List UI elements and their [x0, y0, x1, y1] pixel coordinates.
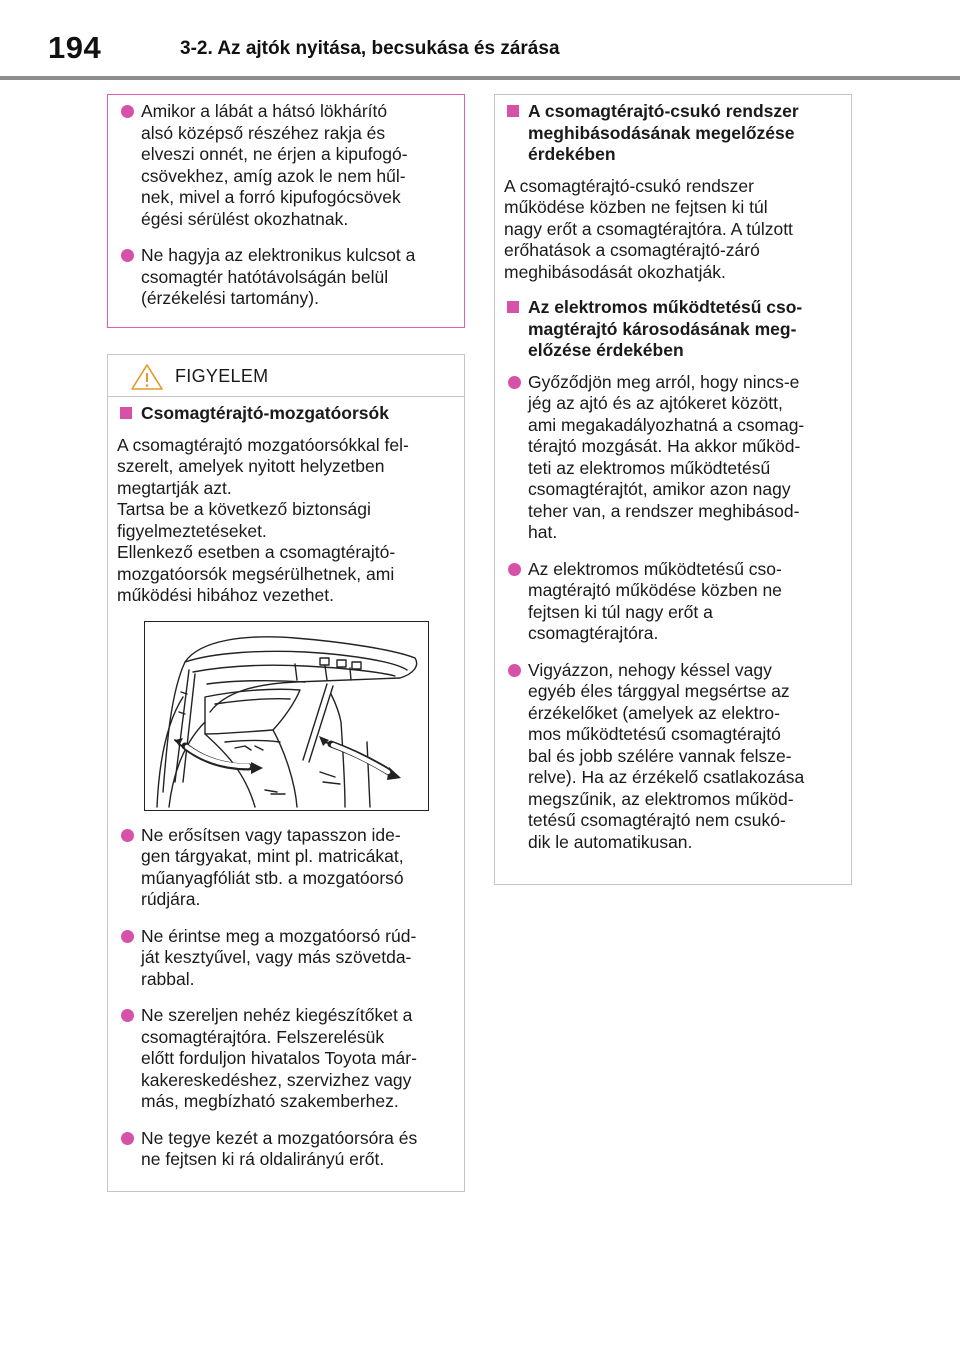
warning-label: FIGYELEM [175, 366, 269, 386]
list-item: Az elektromos működtetésű cso- magtérajtó működése közben ne fejtsen ki túl nagy erőt a csomagtérajtóra. [504, 559, 835, 645]
warning-header [108, 355, 464, 397]
notice-heading: A csomagtérajtó-csukó rendszer meghibásodásának megelőzése érdekében [504, 101, 835, 166]
notice-paragraph: A csomagtérajtó-csukó rendszer működése közben ne fejtsen ki túl nagy erőt a csomagtérajtóra. A túlzott erőhatások a csomagtérajtó-záró meghibásodását okozhatják. [504, 175, 793, 282]
caution-note-box [107, 94, 465, 328]
warning-triangle-icon [130, 363, 164, 396]
list-item: Vigyázzon, nehogy késsel vagy egyéb éles tárggyal megsértse az érzékelőket (amelyek az elektro- mos működtetésű csomagtérajtó bal és jobb szélére vannak felsze- relve). Ha az érzékelő csatlakozása megszűnik, az elektromos működ- tetésű csomagtérajtó nem csukó- dik le automatikusan. [504, 660, 835, 854]
header-divider [0, 76, 960, 80]
list-item: Ne hagyja az elektronikus kulcsot a csomagtér hatótávolságán belül (érzékelési tartomány). [117, 245, 448, 310]
list-item: Ne szereljen nehéz kiegészítőket a csomagtérajtóra. Felszerelésük előtt forduljon hivatalos Toyota már- kakereskedéshez, szervizhez vagy más, megbízható szakemberhez. [117, 1005, 448, 1113]
list-item: Győződjön meg arról, hogy nincs-e jég az ajtó és az ajtókeret között, ami megakadályozhatná a csomag- térajtó mozgását. Ha akkor működ- teti az elektromos működtetésű csomagtérajtót, amikor azon nagy teher van, a rendszer meghibásod- hat. [504, 372, 835, 544]
list-item: Ne tegye kezét a mozgatóorsóra és ne fejtsen ki rá oldalirányú erőt. [117, 1128, 448, 1171]
section-title: 3-2. Az ajtók nyitása, becsukása és zárása [180, 38, 560, 59]
page-number: 194 [48, 30, 102, 65]
list-item: Ne erősítsen vagy tapasszon ide- gen tárgyakat, mint pl. matricákat, műanyagfóliát stb. a mozgatóorsó rúdjára. [117, 825, 448, 911]
warning-heading: Csomagtérajtó-mozgatóorsók [117, 403, 448, 425]
tailgate-struts-illustration [144, 621, 429, 811]
page-header [0, 0, 960, 80]
notice-box [494, 94, 852, 885]
notice-heading: Az elektromos működtetésű cso- magtérajtó károsodásának meg- előzése érdekében [504, 297, 835, 362]
warning-box [107, 354, 465, 1192]
list-item: Ne érintse meg a mozgatóorsó rúd- ját kesztyűvel, vagy más szövetda- rabbal. [117, 926, 448, 991]
warning-paragraph: A csomagtérajtó mozgatóorsókkal fel- szerelt, amelyek nyitott helyzetben megtartják azt. Tartsa be a következő biztonsági figyelmeztetéseket. Ellenkező esetben a csomagtérajtó- mozgatóorsók megsérülhetnek, ami működési hibához vezethet. [117, 434, 409, 605]
list-item: Amikor a lábát a hátsó lökhárító alsó középső részéhez rakja és elveszi onnét, ne érjen a kipufogó- csövekhez, amíg azok le nem hűl- nek, mivel a forró kipufogócsövek égési sérülést okozhatnak. [117, 101, 448, 230]
